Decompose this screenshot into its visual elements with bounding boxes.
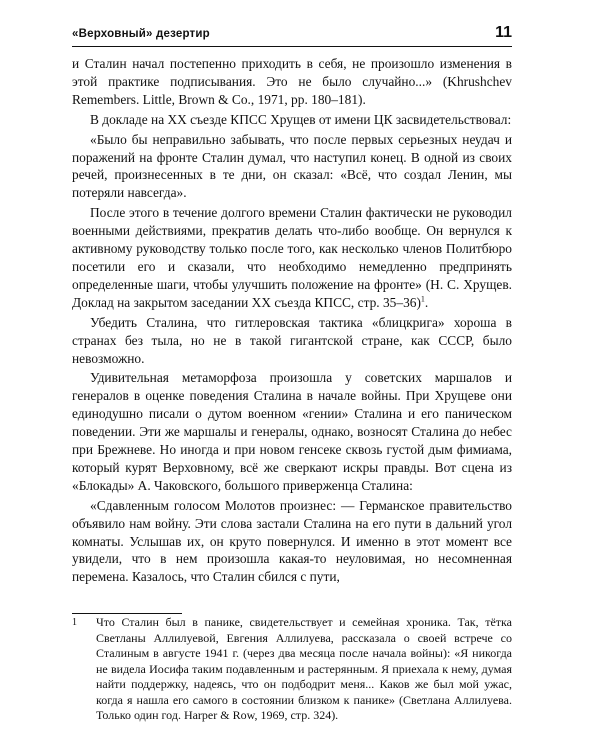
paragraph-3-quote: «Было бы неправильно забывать, что после первых серьезных неудач и поражений на фронте Сталин думал, что наступил конец. В одной из своих речей, произнесенных в те дни, он сказал: «Всё, что создал Ленин, мы потеряли навсегда». (72, 131, 512, 201)
main-text (72, 55, 512, 586)
footnote-mark: 1 (72, 617, 77, 628)
paragraph-4 (72, 204, 512, 311)
footnote (72, 615, 512, 724)
paragraph-4-tail: . (424, 294, 429, 310)
paragraph-6: Удивительная метаморфоза произошла у советских маршалов и генералов в оценке поведения Сталина в начале войны. При Хрущеве они единодушно писали о дутом военном «гении» Сталина и его паническом поведении. Эти же маршалы и генералы, однако, возносят Сталина до небес при Брежневе. Но иногда и при новом генсеке сквозь густой дым фимиама, который курят Верховному, всё же сверкают искры правды. Вот сцена из «Блокады» А. Чаковского, большого приверженца Сталина: (72, 370, 512, 493)
running-head (72, 24, 512, 47)
paragraph-4-text: После этого в течение долгого времени Сталин фактически не руководил военными действиями, прекратив делать что-либо вообще. Он вернулся к активному руководству только после того, как несколько членов Политбюро посетили его и сказали, что необходимо немедленно предпринять определенные шаги, чтобы улучшить положение на фронте» (Н. С. Хрущев. Доклад на закрытом заседании XX съезда КПСС, стр. 35–36) (72, 205, 512, 310)
paragraph-5: Убедить Сталина, что гитлеровская тактика «блицкрига» хороша в странах без тыла, но не в такой гигантской стране, как СССР, было невозможно. (72, 314, 512, 366)
paragraph-1: и Сталин начал постепенно приходить в себя, не произошло изменения в этой практике подписывания. Это не было случайно...» (Khrushchev Remembers. Little, Brown & Co., 1971, pp. 180–181). (72, 56, 512, 107)
paragraph-2: В докладе на XX съезде КПСС Хрущев от имени ЦК засвидетельствовал: (90, 111, 512, 127)
footnote-text: Что Сталин был в панике, свидетельствует и семейная хроника. Так, тётка Светланы Аллилуевой, Евгения Аллилуева, рассказала о своей встрече со Сталиным в августе 1941 г. (через два месяца после начала войны): «Я никогда не видела Иосифа таким подавленным и растерянным. Я приехала к нему, думая найти поддержку, надеясь, что он подбодрит меня... Каков же был мой ужас, когда я нашла его самого в состоянии близком к панике» (Светлана Аллилуева. Только один год. Harper & Row, 1969, стр. 324). (96, 615, 512, 722)
footnote-divider (72, 613, 182, 614)
footnote-reference: 1 (420, 294, 425, 304)
paragraph-7-quote: «Сдавленным голосом Молотов произнес: — Германское правительство объявило нам войну. Эти слова застали Сталина на его пути в дальний угол комнаты. Услышав их, он круто повернулся. И именно в этот момент все увидели, что в нем произошла какая-то неуловимая, но несомненная перемена. Казалось, что Сталин сбился с пути, (72, 497, 512, 585)
page-number: 11 (495, 24, 512, 41)
running-head-title: «Верховный» дезертир (72, 28, 210, 40)
